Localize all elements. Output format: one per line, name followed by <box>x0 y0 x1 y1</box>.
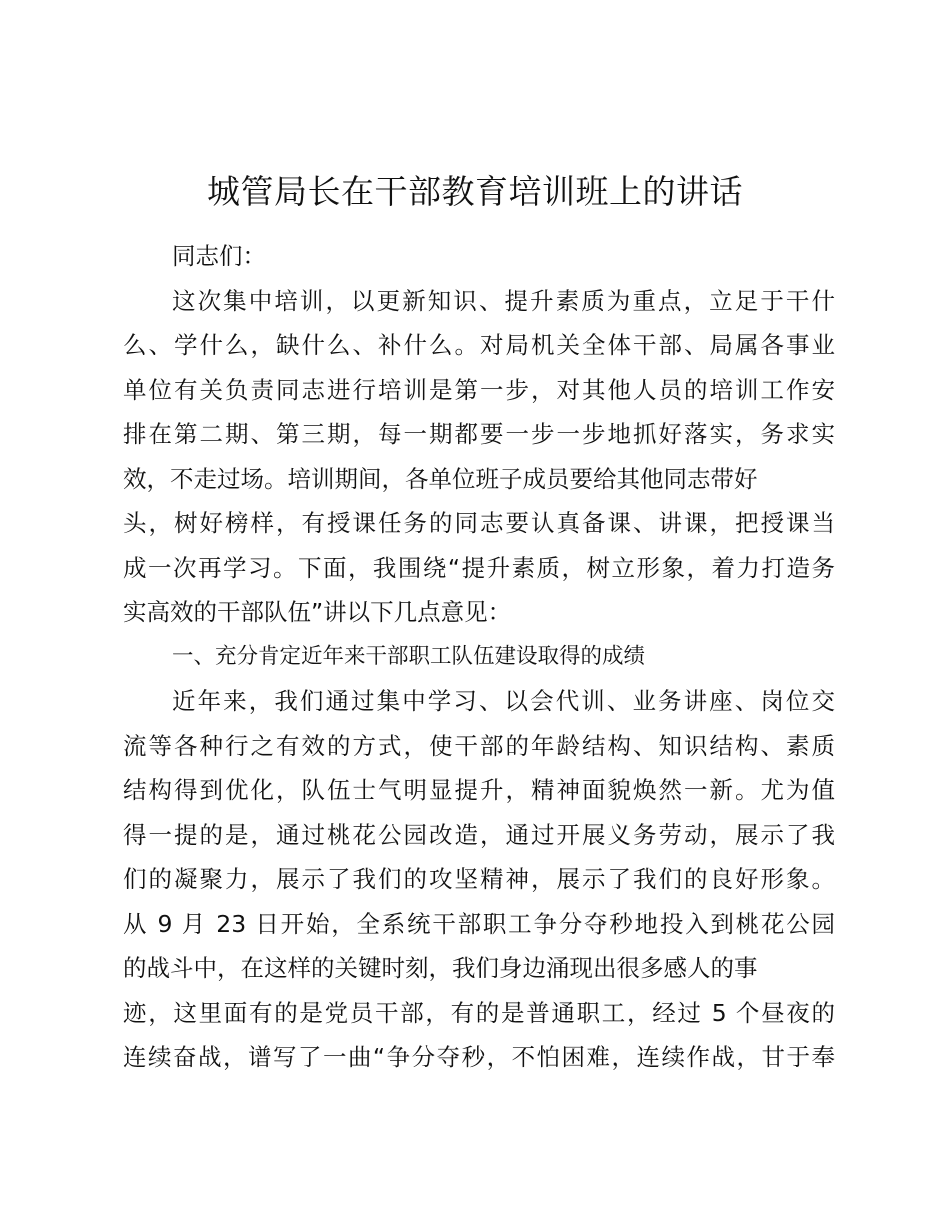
document-title: 城管局长在干部教育培训班上的讲话 <box>207 172 743 211</box>
text-line: 结构得到优化，队伍士气明显提升，精神面貌焕然一新。尤为值 <box>123 776 835 804</box>
text-line: 成一次再学习。下面，我围绕“提升素质，树立形象，着力打造务 <box>123 553 835 582</box>
text-line: 实高效的干部队伍”讲以下几点意见： <box>123 598 512 626</box>
text-line: 效，不走过场。培训期间，各单位班子成员要给其他同志带好 <box>123 464 758 493</box>
text-line: 这次集中培训，以更新知识、提升素质为重点，立足于干什 <box>172 286 835 315</box>
text-line: 得一提的是，通过桃花公园改造，通过开展义务劳动，展示了我 <box>123 820 835 849</box>
text-line: 们的凝聚力，展示了我们的攻坚精神，展示了我们的良好形象。 <box>123 865 835 893</box>
text-line: 同志们： <box>172 242 266 270</box>
text-line: 排在第二期、第三期，每一期都要一步一步地抓好落实，务求实 <box>123 420 835 448</box>
text-line: 近年来，我们通过集中学习、以会代训、业务讲座、岗位交 <box>172 687 835 715</box>
section-heading: 一、充分肯定近年来干部职工队伍建设取得的成绩 <box>172 643 646 669</box>
text-line: 迹，这里面有的是党员干部，有的是普通职工，经过 5 个昼夜的 <box>123 998 835 1027</box>
text-line: 连续奋战，谱写了一曲“争分夺秒，不怕困难，连续作战，甘于奉 <box>123 1043 835 1071</box>
text-line: 么、学什么，缺什么、补什么。对局机关全体干部、局属各事业 <box>123 331 835 359</box>
text-line: 的战斗中，在这样的关键时刻，我们身边涌现出很多感人的事 <box>123 954 758 982</box>
text-line: 头，树好榜样，有授课任务的同志要认真备课、讲课，把授课当 <box>123 509 835 537</box>
text-line: 流等各种行之有效的方式，使干部的年龄结构、知识结构、素质 <box>123 731 835 760</box>
document-body <box>123 234 835 1080</box>
text-line: 单位有关负责同志进行培训是第一步，对其他人员的培训工作安 <box>123 375 835 404</box>
text-line: 从 9 月 23 日开始，全系统干部职工争分夺秒地投入到桃花公园 <box>123 909 835 938</box>
